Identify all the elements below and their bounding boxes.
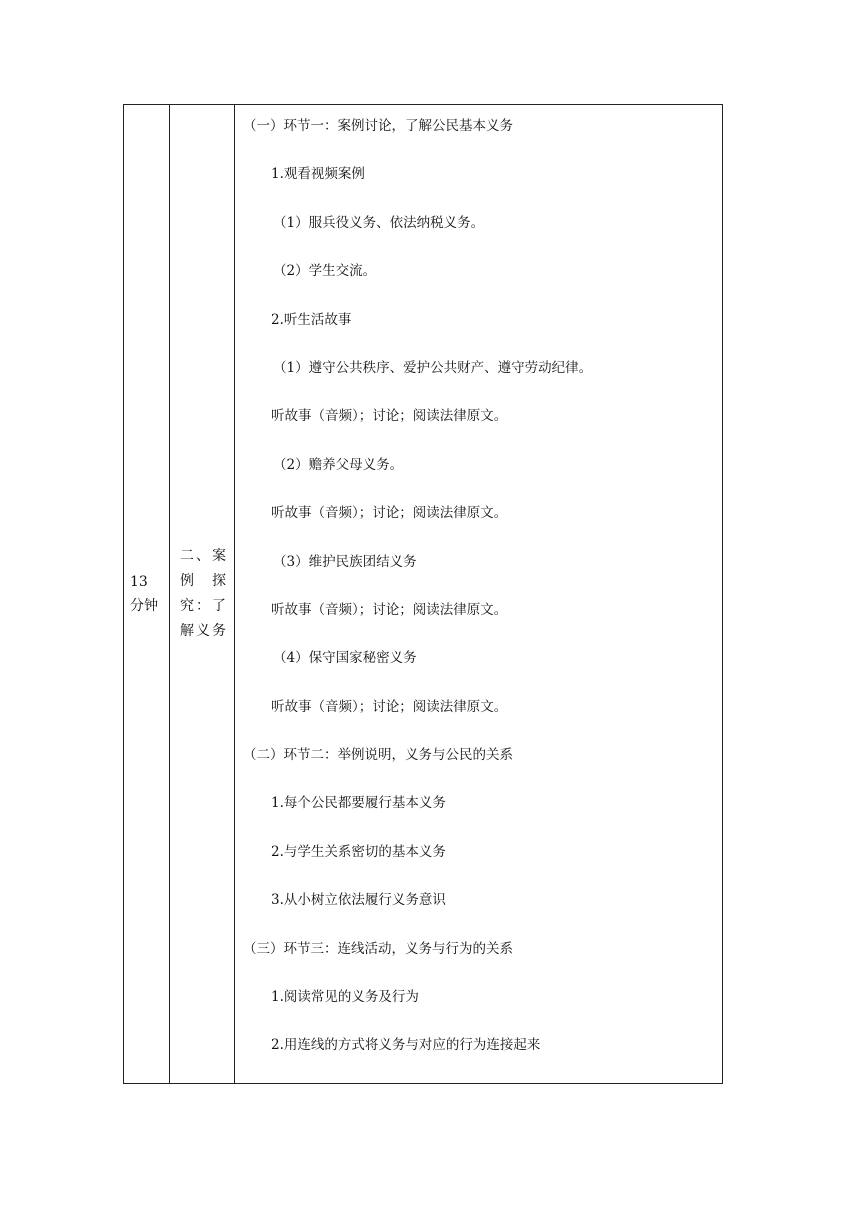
list-item: 2.用连线的方式将义务与对应的行为连接起来 — [271, 1037, 541, 1054]
sub-item: （1）遵守公共秩序、爱护公共财产、遵守劳动纪律。 — [273, 359, 593, 376]
activity-note: 听故事（音频）；讨论；阅读法律原文。 — [271, 698, 508, 715]
time-value: 13 — [130, 573, 148, 590]
stage-line: 解义务 — [180, 622, 226, 639]
table-row — [124, 105, 723, 1084]
section-heading: （二）环节二：举例说明，义务与公民的关系 — [243, 747, 513, 764]
stage-line: 究：了 — [180, 597, 226, 614]
sub-item: （4）保守国家秘密义务 — [273, 650, 417, 667]
time-unit: 分钟 — [130, 597, 158, 614]
section-heading: （一）环节一：案例讨论，了解公民基本义务 — [243, 118, 513, 134]
sub-item: （2）赡养父母义务。 — [273, 456, 404, 473]
list-item: 2.与学生关系密切的基本义务 — [271, 843, 446, 860]
list-item: 2.听生活故事 — [271, 311, 352, 328]
sub-item: （1）服兵役义务、依法纳税义务。 — [273, 214, 485, 231]
stage-cell — [170, 105, 235, 1084]
sub-item: （3）维护民族团结义务 — [273, 553, 417, 570]
activity-note: 听故事（音频）；讨论；阅读法律原文。 — [271, 601, 508, 618]
stage-line: 二、案 — [180, 547, 226, 564]
stage-line: 例 探 — [180, 572, 226, 589]
list-item: 1.观看视频案例 — [271, 166, 365, 183]
list-item: 3.从小树立依法履行义务意识 — [271, 892, 446, 909]
sub-item: （2）学生交流。 — [273, 263, 377, 280]
lesson-plan-table — [123, 104, 723, 1084]
content-cell — [235, 105, 723, 1084]
list-item: 1.阅读常见的义务及行为 — [271, 989, 419, 1006]
time-cell — [124, 105, 170, 1084]
section-heading: （三）环节三：连线活动，义务与行为的关系 — [243, 940, 513, 957]
content-lines — [235, 105, 722, 1083]
activity-note: 听故事（音频）；讨论；阅读法律原文。 — [271, 408, 508, 425]
list-item: 1.每个公民都要履行基本义务 — [271, 795, 446, 812]
activity-note: 听故事（音频）；讨论；阅读法律原文。 — [271, 505, 508, 522]
